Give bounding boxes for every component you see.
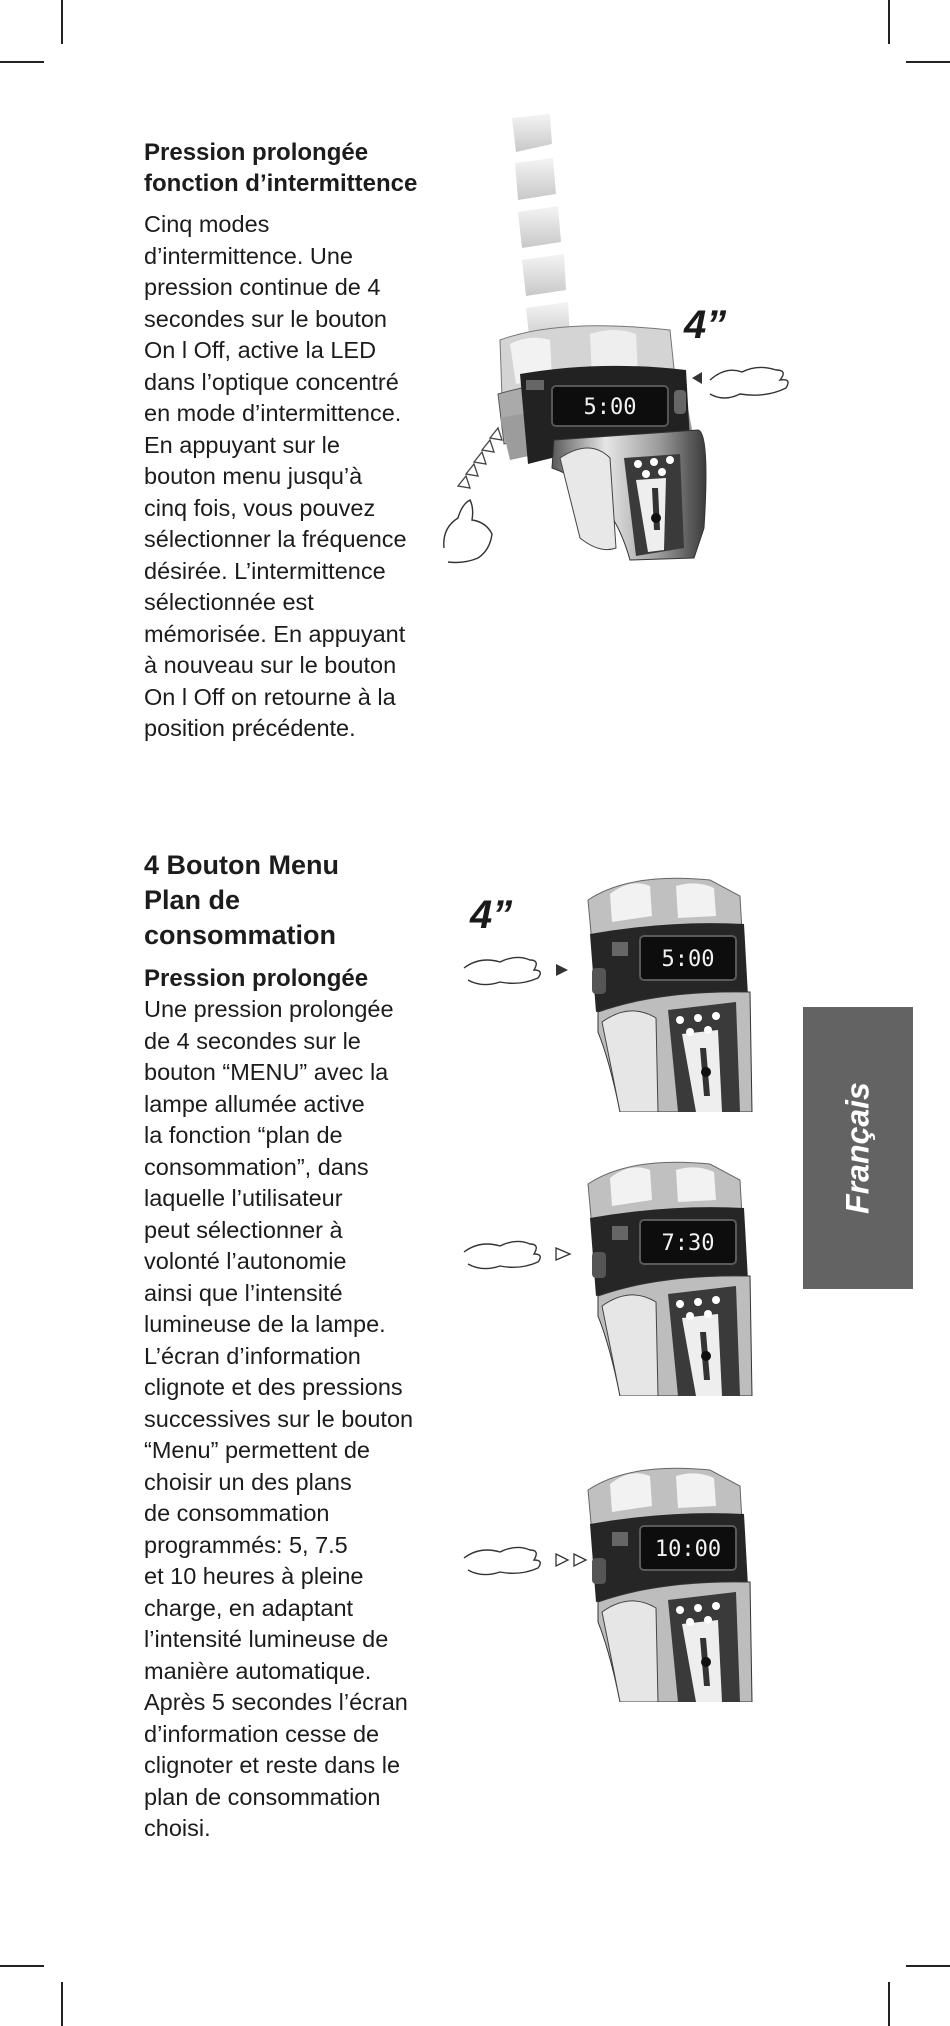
arrow-right-icon: [556, 964, 568, 976]
body-line: Après 5 secondes l’écran: [144, 1689, 408, 1715]
body-line: successives sur le bouton: [144, 1405, 414, 1432]
body-line: “Menu” permettent de: [144, 1437, 370, 1463]
body-line: clignoter et reste dans le: [144, 1752, 401, 1778]
section-body: [144, 209, 454, 745]
flashlight-icon: [588, 878, 752, 1112]
body-line: ainsi que l’intensité: [144, 1279, 343, 1306]
duration-label: 4”: [470, 893, 513, 937]
section-subheading: Pression prolongée: [144, 965, 369, 992]
lcd-display: 5:00: [583, 395, 637, 420]
section-intermittence: [144, 137, 454, 745]
lcd-display: 5:00: [661, 947, 715, 972]
body-line: l’intensité lumineuse de: [144, 1626, 389, 1652]
flashlight-icon: [498, 326, 706, 560]
flashlight-display-figure: [460, 1462, 780, 1702]
body-line: On l Off, active la LED: [144, 337, 377, 363]
section-menu-button: [144, 848, 454, 1845]
crop-mark: [61, 0, 63, 44]
section-heading-line: fonction d’intermittence: [144, 170, 418, 197]
body-line: sélectionner la fréquence: [144, 526, 407, 552]
crop-mark: [906, 61, 950, 63]
body-line: consommation”, dans: [144, 1153, 369, 1180]
body-line: lumineuse de la lampe.: [144, 1311, 386, 1337]
body-line: en mode d’intermittence.: [144, 400, 402, 426]
section-body: [144, 994, 454, 1845]
body-line: lampe allumée active: [144, 1090, 365, 1117]
body-line: plan de consommation: [144, 1783, 381, 1810]
section-heading-line: consommation: [144, 920, 337, 950]
body-line: choisi.: [144, 1815, 211, 1841]
hand-press-icon: [444, 500, 492, 563]
crop-mark: [0, 1965, 44, 1967]
lcd-display: 7:30: [661, 1231, 715, 1256]
lcd-display: 10:00: [654, 1537, 722, 1562]
body-line: désirée. L’intermittence: [144, 557, 386, 584]
body-line: programmés: 5, 7.5: [144, 1531, 348, 1558]
body-line: mémorisée. En appuyant: [144, 620, 406, 647]
flashlight-icon: [588, 1468, 752, 1702]
body-line: clignote et des pressions: [144, 1374, 403, 1400]
body-line: la fonction “plan de: [144, 1122, 343, 1148]
body-line: d’information cesse de: [144, 1720, 380, 1747]
crop-mark: [906, 1965, 950, 1967]
flashlight-icon: [588, 1162, 752, 1396]
body-line: et 10 heures à pleine: [144, 1563, 364, 1589]
body-line: à nouveau sur le bouton: [144, 652, 397, 678]
language-tab-label: Français: [839, 1082, 876, 1214]
arrow-left-icon: [692, 372, 702, 384]
body-line: position précédente.: [144, 715, 356, 741]
body-line: laquelle l’utilisateur: [144, 1185, 343, 1211]
crop-mark: [0, 61, 44, 63]
body-line: volonté l’autonomie: [144, 1248, 347, 1274]
hand-press-icon: [464, 1547, 540, 1574]
hand-press-icon: [710, 367, 788, 398]
body-line: de consommation: [144, 1500, 330, 1526]
body-line: On l Off on retourne à la: [144, 683, 396, 710]
body-line: charge, en adaptant: [144, 1594, 354, 1621]
body-line: En appuyant sur le: [144, 431, 340, 458]
body-line: d’intermittence. Une: [144, 242, 353, 269]
crop-mark: [888, 0, 890, 44]
body-line: L’écran d’information: [144, 1342, 361, 1369]
hand-press-icon: [464, 957, 540, 984]
body-line: Cinq modes: [144, 211, 270, 237]
language-tab: [803, 1007, 913, 1289]
body-line: dans l’optique concentré: [144, 368, 399, 395]
duration-label: 4”: [684, 303, 727, 347]
section-heading-line: Plan de: [144, 885, 241, 915]
body-line: choisir un des plans: [144, 1468, 352, 1495]
arrow-right-icon: [556, 1554, 568, 1566]
flashlight-strobe-figure: [440, 108, 800, 568]
section-heading-line: 4 Bouton Menu: [144, 850, 339, 880]
arrow-right-icon: [556, 1248, 570, 1260]
arrow-sequence-icon: [458, 428, 502, 488]
crop-mark: [888, 1982, 890, 2026]
body-line: bouton “MENU” avec la: [144, 1059, 389, 1085]
body-line: Une pression prolongée: [144, 996, 394, 1022]
crop-mark: [61, 1982, 63, 2026]
body-line: sélectionnée est: [144, 589, 314, 615]
section-heading-line: Pression prolongée: [144, 139, 369, 166]
body-line: de 4 secondes sur le: [144, 1027, 361, 1054]
flashlight-display-figure: [460, 872, 780, 1112]
body-line: manière automatique.: [144, 1657, 372, 1684]
flashlight-display-figure: [460, 1156, 780, 1396]
hand-press-icon: [464, 1241, 540, 1268]
body-line: secondes sur le bouton: [144, 305, 387, 332]
body-line: cinq fois, vous pouvez: [144, 494, 376, 521]
arrow-right-icon: [574, 1554, 586, 1566]
body-line: bouton menu jusqu’à: [144, 463, 363, 489]
body-line: pression continue de 4: [144, 274, 381, 300]
body-line: peut sélectionner à: [144, 1216, 343, 1243]
